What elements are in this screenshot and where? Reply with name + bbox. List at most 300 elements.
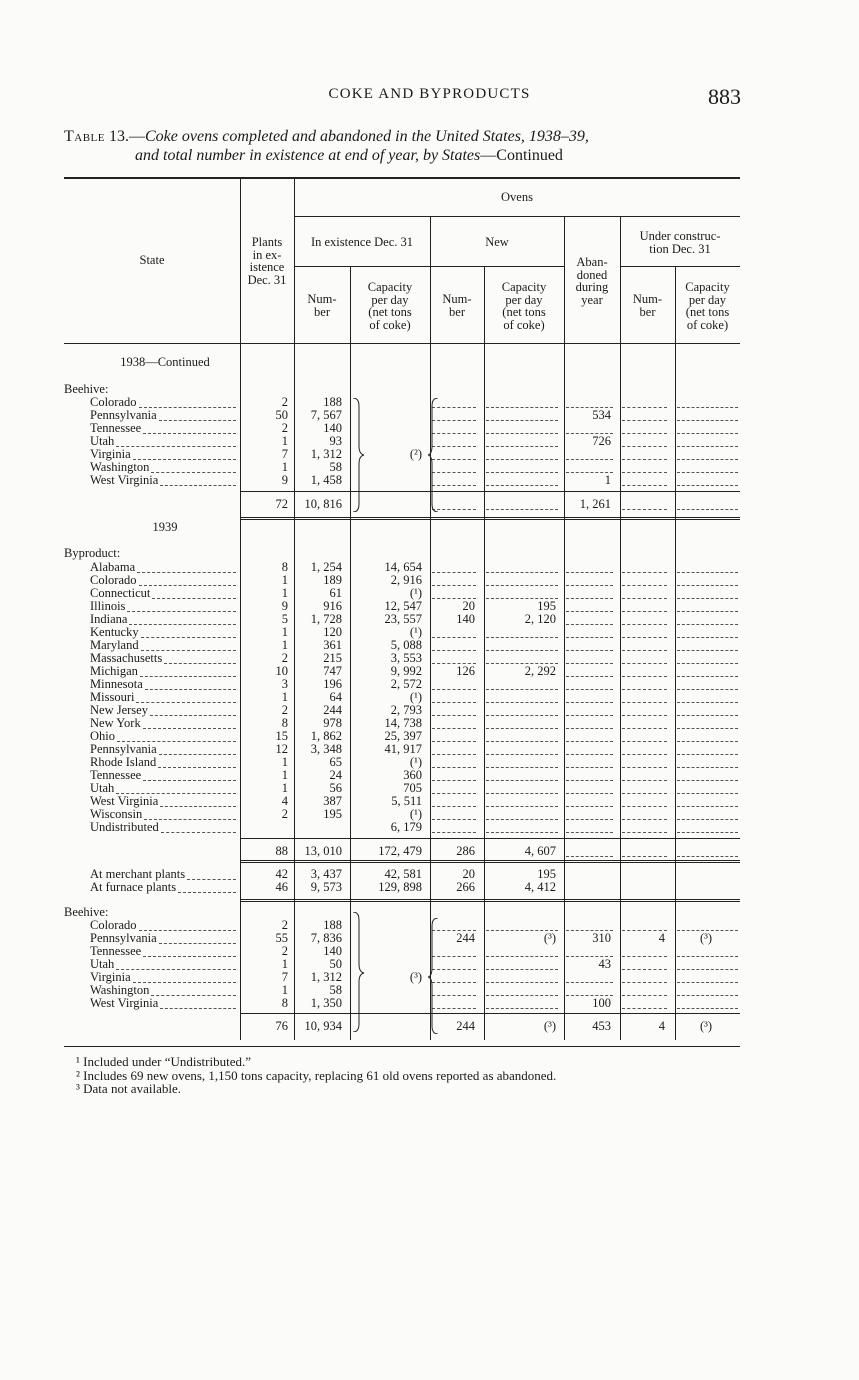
empty-cell-dash [566,433,613,434]
empty-cell-dash [677,650,738,651]
empty-cell-dash [677,509,738,510]
empty-cell-dash [566,741,613,742]
caption-title-line1: Coke ovens completed and abandoned in the United States, 1938–39, [145,128,589,145]
row-state: Tennessee [90,768,142,782]
col-header-number-line: ber [639,304,656,319]
col-header-abandoned-line: Aban- [576,255,608,269]
empty-cell-dash [677,819,738,820]
cell-c1: 3 [281,677,288,691]
cell-c5: (³) [543,1019,556,1033]
col-header-capacity-line: of coke) [686,317,729,332]
row-state: Illinois [90,599,126,613]
col-header-capacity-line: of coke) [369,317,411,332]
empty-cell-dash [566,715,613,716]
empty-cell-dash [622,572,667,573]
empty-cell-dash [432,728,476,729]
empty-cell-dash [622,995,667,996]
empty-cell-dash [432,767,476,768]
table-rule [240,838,740,839]
cell-c2: 1, 862 [310,729,342,743]
cell-c1: 1 [281,638,288,652]
cell-c3: 2, 793 [390,703,422,717]
empty-cell-dash [677,982,738,983]
empty-cell-dash [677,624,738,625]
cell-c4: 286 [456,844,475,858]
empty-cell-dash [566,472,613,473]
cell-c2: 13, 010 [304,844,342,858]
row-state: Pennsylvania [90,742,157,756]
row-state: Alabama [90,560,136,574]
col-header-number-line: ber [449,304,465,319]
empty-cell-dash [622,446,667,447]
cell-c5: 195 [537,599,556,613]
cell-c3: 2, 916 [390,573,422,587]
row-state: Washington [90,460,150,474]
cell-c2: 140 [323,421,342,435]
leader-dots [137,572,236,573]
cell-c1: 2 [281,807,288,821]
empty-cell-dash [622,780,667,781]
empty-cell-dash [566,572,613,573]
caption-dash: — [129,128,145,145]
cell-c1: 2 [281,651,288,665]
empty-cell-dash [486,767,558,768]
leader-dots [160,485,236,486]
row-state: Minnesota [90,677,143,691]
empty-cell-dash [432,741,476,742]
cell-c1: 10 [275,664,288,678]
empty-cell-dash [622,1008,667,1009]
empty-cell-dash [622,676,667,677]
empty-cell-dash [486,819,558,820]
col-header-number-line: Num- [307,292,337,306]
cell-c2: 50 [329,957,342,971]
empty-cell-dash [486,689,558,690]
empty-cell-dash [622,956,667,957]
empty-cell-dash [677,956,738,957]
cell-c1: 7 [281,447,288,461]
cell-c2: 24 [329,768,342,782]
col-header-abandoned-line: doned [576,267,608,282]
cell-c3: 705 [403,781,422,795]
empty-cell-dash [486,969,558,970]
empty-cell-dash [622,689,667,690]
col-header-capacity [484,281,564,331]
empty-cell-dash [677,754,738,755]
col-header-number-line: Num- [442,292,472,306]
empty-cell-dash [566,930,613,931]
row-state: West Virginia [90,473,159,487]
empty-cell-dash [432,793,476,794]
empty-cell-dash [486,650,558,651]
empty-cell-dash [622,832,667,833]
brace-left [428,918,440,1034]
cell-c2: 7, 567 [310,408,342,422]
cell-c2: 120 [323,625,342,639]
cell-c1: 50 [275,408,288,422]
cell-c1: 1 [281,755,288,769]
cell-c5: 4, 607 [524,844,556,858]
empty-cell-dash [677,676,738,677]
row-state: Virginia [90,970,131,984]
page-number: 883 [708,84,741,109]
cell-c2: 56 [329,781,342,795]
empty-cell-dash [566,598,613,599]
row-state: Utah [90,781,115,795]
empty-cell-dash [432,780,476,781]
empty-cell-dash [677,1008,738,1009]
table-rule [240,899,740,902]
row-state: Virginia [90,447,131,461]
table-number: 13. [105,128,129,145]
leader-dots [129,624,236,625]
row-state: At merchant plants [90,867,186,881]
empty-cell-dash [622,663,667,664]
cell-c2: 1, 728 [310,612,342,626]
col-header-plants-line: Plants [251,235,283,249]
cell-c6: 310 [592,931,611,945]
cell-c2: 189 [323,573,342,587]
cell-c1: 2 [281,703,288,717]
cell-c1: 1 [281,957,288,971]
empty-cell-dash [677,969,738,970]
col-header-plants-line: in ex- [252,247,282,262]
empty-cell-dash [486,832,558,833]
empty-cell-dash [486,995,558,996]
leader-dots [151,472,236,473]
brace-right [352,398,366,512]
cell-c4: 266 [456,880,475,894]
cell-c1: 9 [281,599,288,613]
empty-cell-dash [566,819,613,820]
cell-c2: 361 [323,638,342,652]
row-state: Connecticut [90,586,151,600]
leader-dots [152,598,236,599]
empty-cell-dash [432,715,476,716]
col-header-capacity-line: Capacity [501,280,547,294]
caption-continued: —Continued [480,147,563,164]
row-state: At furnace plants [90,880,177,894]
table-row [0,881,859,894]
empty-cell-dash [486,485,558,486]
col-header-capacity-line: (net tons [368,305,412,319]
cell-c1: 1 [281,625,288,639]
row-state: Colorado [90,573,137,587]
col-header-abandoned [564,256,620,306]
col-header-plants-line: istence [249,260,285,274]
col-header-existence: In existence Dec. 31 [310,235,414,249]
cell-c1: 1 [281,781,288,795]
construction-rule [620,266,740,267]
col-header-capacity-line: (net tons [685,305,730,319]
cell-c2: 244 [323,703,342,717]
col-header-construction-line: tion Dec. 31 [649,241,711,256]
group-label [0,547,859,560]
empty-cell-dash [566,676,613,677]
empty-cell-dash [622,485,667,486]
cell-c3: 9, 992 [390,664,422,678]
cell-c2: 747 [323,664,342,678]
empty-cell-dash [566,832,613,833]
empty-cell-dash [677,806,738,807]
empty-cell-dash [486,728,558,729]
empty-cell-dash [622,715,667,716]
cell-c5: 195 [537,867,556,881]
empty-cell-dash [622,509,667,510]
leader-dots [159,754,236,755]
cell-c3: 2, 572 [390,677,422,691]
empty-cell-dash [566,728,613,729]
cell-c1: 42 [275,867,288,881]
empty-cell-dash [486,741,558,742]
empty-cell-dash [677,780,738,781]
cell-c2: 3, 348 [310,742,342,756]
empty-cell-dash [432,585,476,586]
row-state: Beehive: [64,905,109,919]
empty-cell-dash [677,689,738,690]
leader-dots [116,446,236,447]
empty-cell-dash [622,767,667,768]
cell-c1: 1 [281,573,288,587]
col-header-number [294,293,350,318]
cell-c2: 58 [329,983,342,997]
row-state: Beehive: [64,382,109,396]
leader-dots [143,728,236,729]
empty-cell-dash [622,930,667,931]
table-rule [240,491,740,492]
empty-cell-dash [486,702,558,703]
empty-cell-dash [622,611,667,612]
empty-cell-dash [622,650,667,651]
cell-c4: 140 [456,612,475,626]
cell-c1: 1 [281,586,288,600]
col-header-ovens: Ovens [501,190,533,204]
col-header-capacity-line: per day [688,292,727,307]
table-rule [240,1013,740,1014]
empty-cell-dash [486,459,558,460]
empty-cell-dash [432,637,476,638]
empty-cell-dash [622,637,667,638]
caption-title-line2: and total number in existence at end of year, by States [135,147,481,164]
empty-cell-dash [566,650,613,651]
empty-cell-dash [566,767,613,768]
empty-cell-dash [622,793,667,794]
section-heading [0,521,859,534]
cell-c2: 978 [323,716,342,730]
leader-dots [161,832,236,833]
col-header-state: State [139,253,165,267]
cell-c1: 1 [281,690,288,704]
cell-c1: 8 [281,996,288,1010]
table-bottom-rule [64,1046,740,1047]
empty-cell-dash [622,969,667,970]
empty-cell-dash [622,407,667,408]
empty-cell-dash [677,585,738,586]
cell-c3: 360 [403,768,422,782]
row-state: Indiana [90,612,128,626]
leader-dots [143,780,236,781]
footnote: ³ Data not available. [76,1081,181,1096]
empty-cell-dash [486,715,558,716]
leader-dots [127,611,236,612]
empty-cell-dash [677,598,738,599]
cell-c5: 2, 120 [524,612,556,626]
ovens-rule [294,216,740,217]
row-state: Washington [90,983,150,997]
empty-cell-dash [432,754,476,755]
empty-cell-dash [622,459,667,460]
empty-cell-dash [486,982,558,983]
cell-c6: 534 [592,408,611,422]
cell-c2: 1, 312 [310,970,342,984]
empty-cell-dash [566,663,613,664]
col-header-plants [240,236,294,286]
cell-c6: 1 [604,473,611,487]
empty-cell-dash [432,702,476,703]
row-state: Colorado [90,395,137,409]
row-state: Colorado [90,918,137,932]
cell-c3: (²) [409,447,422,461]
empty-cell-dash [566,407,613,408]
cell-c1: 4 [281,794,288,808]
leader-dots [160,806,236,807]
cell-c6: 100 [592,996,611,1010]
cell-c3: 3, 553 [390,651,422,665]
cell-c3: 6, 179 [390,820,422,834]
empty-cell-dash [677,715,738,716]
cell-c6: 1, 261 [579,497,611,511]
table-caption [64,127,764,165]
cell-c2: 9, 573 [310,880,342,894]
col-header-number-line: ber [314,304,330,319]
empty-cell-dash [677,420,738,421]
empty-cell-dash [566,624,613,625]
cell-c3: 42, 581 [384,867,422,881]
col-header-number-line: Num- [632,292,663,306]
empty-cell-dash [486,472,558,473]
col-header-abandoned-line: during [575,280,609,294]
row-state: Utah [90,957,115,971]
empty-cell-dash [486,1008,558,1009]
cell-c2: 195 [323,807,342,821]
empty-cell-dash [566,856,613,857]
cell-c2: 3, 437 [310,867,342,881]
col-header-abandoned-line: year [581,292,603,307]
cell-c3: 14, 654 [384,560,422,574]
empty-cell-dash [566,689,613,690]
leader-dots [164,663,236,664]
empty-cell-dash [486,433,558,434]
empty-cell-dash [432,689,476,690]
cell-c1: 7 [281,970,288,984]
cell-c1: 8 [281,716,288,730]
empty-cell-dash [622,856,667,857]
row-state: Undistributed [90,820,159,834]
empty-cell-dash [622,819,667,820]
cell-c6: 453 [592,1019,611,1033]
empty-cell-dash [622,598,667,599]
cell-c8: (³) [699,1019,713,1033]
cell-c2: 1, 254 [310,560,342,574]
row-state: 1939 [152,520,178,534]
empty-cell-dash [486,663,558,664]
empty-cell-dash [566,956,613,957]
empty-cell-dash [622,472,667,473]
empty-cell-dash [677,741,738,742]
leader-dots [150,715,236,716]
cell-c2: 140 [323,944,342,958]
cell-c2: 61 [329,586,342,600]
cell-c2: 10, 934 [304,1019,342,1033]
empty-cell-dash [432,572,476,573]
col-header-capacity-line: (net tons [502,305,546,319]
cell-c1: 1 [281,434,288,448]
col-header-capacity-line: per day [505,292,543,307]
empty-cell-dash [677,793,738,794]
cell-c3: 23, 557 [384,612,422,626]
empty-cell-dash [677,611,738,612]
empty-cell-dash [486,585,558,586]
brace-right [352,912,366,1032]
brace-left [428,398,440,512]
col-header-plants-line: Dec. 31 [247,272,287,287]
cell-c7: 4 [658,931,665,945]
empty-cell-dash [566,806,613,807]
cell-c3: 5, 088 [390,638,422,652]
row-state: Michigan [90,664,138,678]
empty-cell-dash [566,459,613,460]
section-heading [0,356,859,369]
empty-cell-dash [566,780,613,781]
cell-c2: 188 [323,395,342,409]
empty-cell-dash [622,741,667,742]
leader-dots [158,767,236,768]
empty-cell-dash [566,585,613,586]
cell-c8: (³) [699,931,713,945]
cell-c3: (³) [409,970,422,984]
empty-cell-dash [486,420,558,421]
cell-c1: 72 [275,497,288,511]
empty-cell-dash [677,572,738,573]
cell-c2: 65 [329,755,342,769]
empty-cell-dash [486,780,558,781]
cell-c5: (³) [543,931,556,945]
empty-cell-dash [622,624,667,625]
cell-c1: 2 [281,918,288,932]
cell-c2: 1, 350 [310,996,342,1010]
empty-cell-dash [677,459,738,460]
cell-c3: 14, 738 [384,716,422,730]
cell-c6: 726 [592,434,611,448]
empty-cell-dash [622,754,667,755]
empty-cell-dash [486,956,558,957]
empty-cell-dash [486,930,558,931]
col-header-construction-line: Under construc- [639,229,721,243]
cell-c1: 15 [275,729,288,743]
row-state: Rhode Island [90,755,157,769]
empty-cell-dash [677,995,738,996]
cell-c4: 20 [462,867,475,881]
cell-c2: 215 [323,651,342,665]
empty-cell-dash [622,585,667,586]
cell-c4: 126 [456,664,475,678]
cell-c3: 172, 479 [378,844,422,858]
row-state: Byproduct: [64,546,121,560]
empty-cell-dash [486,793,558,794]
empty-cell-dash [677,856,738,857]
row-state: 1938—Continued [120,355,210,369]
cell-c1: 76 [275,1019,288,1033]
